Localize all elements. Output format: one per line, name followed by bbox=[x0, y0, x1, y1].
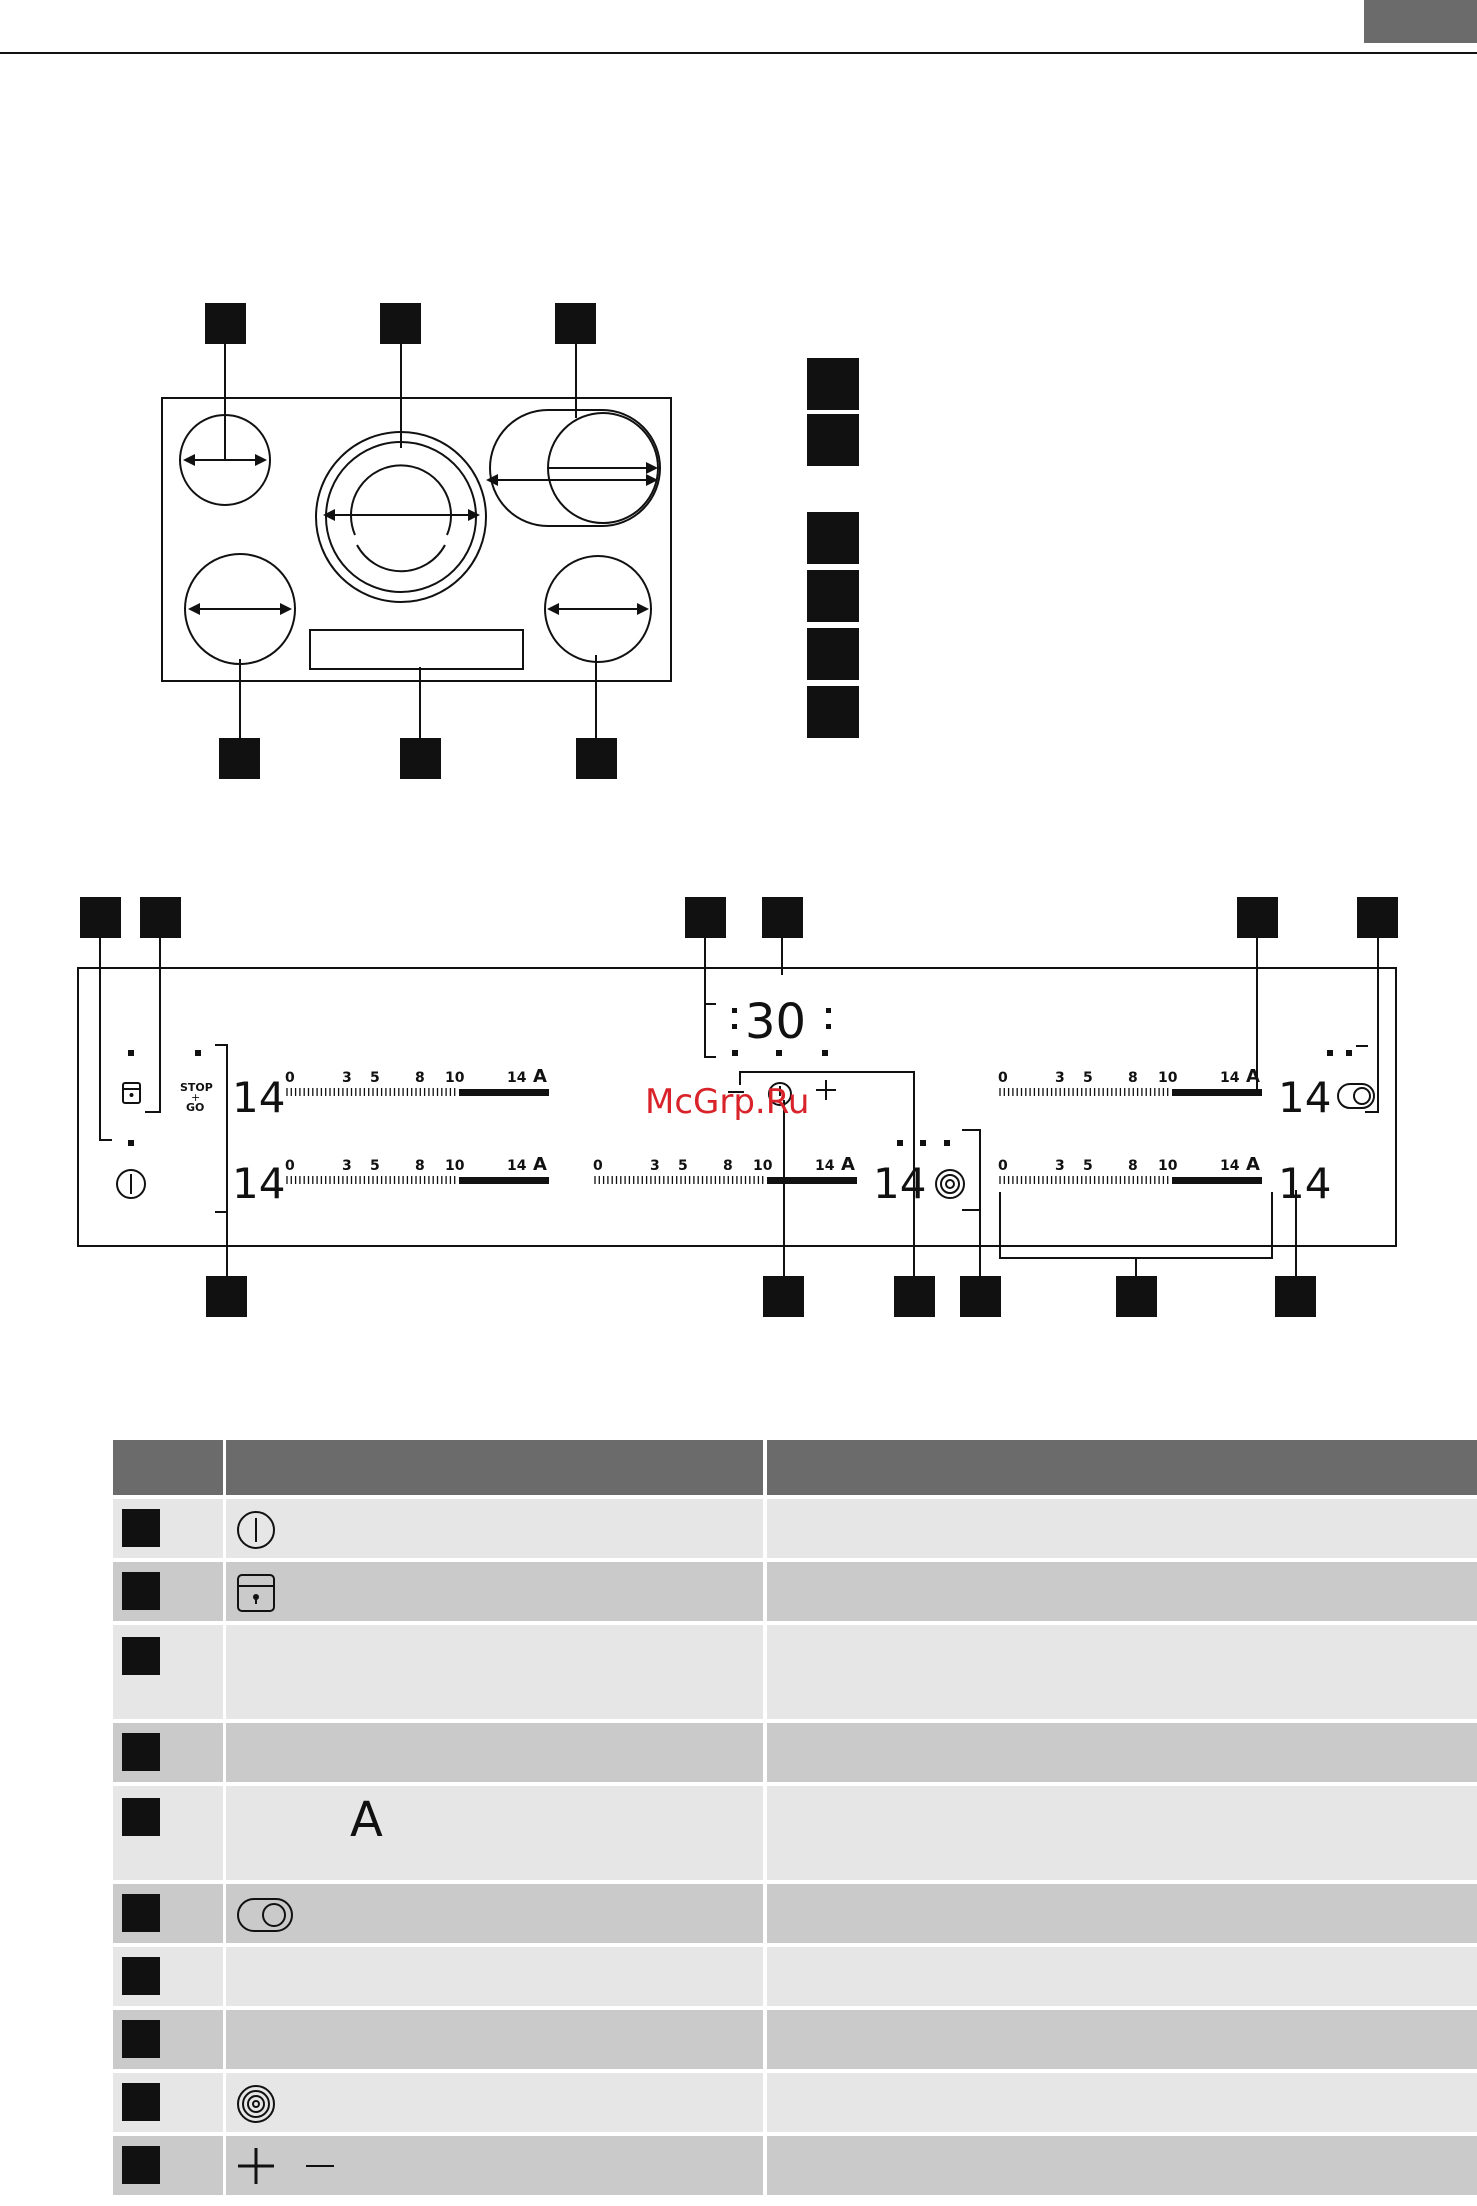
bridge-toggle-icon bbox=[1338, 1084, 1374, 1108]
slider-tick-label: 3 bbox=[342, 1070, 352, 1086]
table-row bbox=[113, 1786, 1477, 1880]
slider-tick-label: 3 bbox=[342, 1158, 352, 1174]
power-slider bbox=[998, 1066, 1262, 1096]
stop-plus-label: + bbox=[191, 1091, 201, 1104]
slider-tick-label: 10 bbox=[445, 1070, 465, 1086]
power-icon bbox=[117, 1170, 145, 1198]
slider-tick-label: 3 bbox=[1055, 1158, 1065, 1174]
callout-square bbox=[1357, 897, 1398, 938]
slider-tick-label: 8 bbox=[723, 1158, 733, 1174]
table-row bbox=[113, 1884, 1477, 1943]
callout-square bbox=[1237, 897, 1278, 938]
power-slider bbox=[285, 1154, 549, 1184]
plus-minus-icon bbox=[234, 2144, 344, 2188]
table-row bbox=[113, 1947, 1477, 2006]
slider-high-range-bar bbox=[459, 1177, 549, 1184]
row-number-square bbox=[122, 2083, 160, 2121]
slider-tick-label: 5 bbox=[1083, 1070, 1093, 1086]
slider-high-range-bar bbox=[1172, 1177, 1262, 1184]
slider-tick-label: 0 bbox=[593, 1158, 603, 1174]
slider-high-range-bar bbox=[459, 1089, 549, 1096]
zone-rings-icon bbox=[234, 2082, 278, 2126]
slider-tick-label: A bbox=[1246, 1154, 1260, 1175]
power-slider bbox=[285, 1066, 549, 1096]
slider-tick-label: 3 bbox=[1055, 1070, 1065, 1086]
slider-tick-label: 8 bbox=[415, 1070, 425, 1086]
power-slider bbox=[998, 1154, 1262, 1184]
table-row bbox=[113, 1625, 1477, 1719]
slider-tick-label: 10 bbox=[1158, 1158, 1178, 1174]
callout-square bbox=[960, 1276, 1001, 1317]
power-icon bbox=[234, 1508, 278, 1552]
slider-tick-label: 10 bbox=[753, 1158, 773, 1174]
slider-tick-label: 14 bbox=[815, 1158, 835, 1174]
callout-square bbox=[762, 897, 803, 938]
slider-tick-label: A bbox=[841, 1154, 855, 1175]
slider-tick-label: 10 bbox=[445, 1158, 465, 1174]
table-row bbox=[113, 1499, 1477, 1558]
row-number-square bbox=[122, 1957, 160, 1995]
callout-square bbox=[140, 897, 181, 938]
bridge-toggle-icon bbox=[234, 1893, 298, 1937]
slider-tick-label: 0 bbox=[285, 1158, 295, 1174]
watermark: McGrp.Ru bbox=[645, 1082, 810, 1122]
lock-icon bbox=[234, 1571, 278, 1615]
slider-tick-label: A bbox=[533, 1066, 547, 1087]
stop-label: STOP bbox=[180, 1081, 213, 1094]
row-number-square bbox=[122, 2146, 160, 2184]
slider-tick-label: 0 bbox=[285, 1070, 295, 1086]
slider-tick-label: 8 bbox=[1128, 1070, 1138, 1086]
callout-square bbox=[80, 897, 121, 938]
callout-square bbox=[685, 897, 726, 938]
auto-letter: A bbox=[350, 1792, 383, 1848]
callout-square bbox=[206, 1276, 247, 1317]
go-label: GO bbox=[186, 1101, 205, 1114]
row-number-square bbox=[122, 1733, 160, 1771]
slider-tick-label: 10 bbox=[1158, 1070, 1178, 1086]
row-number-square bbox=[122, 1509, 160, 1547]
table-row bbox=[113, 2136, 1477, 2195]
slider-high-range-bar bbox=[767, 1177, 857, 1184]
slider-tick-label: 5 bbox=[370, 1158, 380, 1174]
callout-square bbox=[894, 1276, 935, 1317]
power-display: 14 bbox=[232, 1159, 286, 1208]
timer-display: 30 bbox=[745, 994, 807, 1050]
callout-square bbox=[763, 1276, 804, 1317]
slider-tick-label: 5 bbox=[1083, 1158, 1093, 1174]
slider-tick-label: 8 bbox=[1128, 1158, 1138, 1174]
power-display: 14 bbox=[873, 1159, 927, 1208]
table-row bbox=[113, 2010, 1477, 2069]
row-number-square bbox=[122, 1637, 160, 1675]
slider-tick-label: 14 bbox=[1220, 1158, 1240, 1174]
slider-tick-label: 14 bbox=[507, 1070, 527, 1086]
table-header bbox=[113, 1440, 1477, 1495]
slider-tick-label: 3 bbox=[650, 1158, 660, 1174]
slider-tick-label: 0 bbox=[998, 1158, 1008, 1174]
slider-tick-label: 5 bbox=[370, 1070, 380, 1086]
slider-tick-label: 0 bbox=[998, 1070, 1008, 1086]
slider-tick-label: 8 bbox=[415, 1158, 425, 1174]
zone-rings-icon bbox=[936, 1170, 964, 1198]
lock-icon bbox=[123, 1083, 140, 1103]
table-row bbox=[113, 2073, 1477, 2132]
row-number-square bbox=[122, 2020, 160, 2058]
power-slider bbox=[593, 1154, 857, 1184]
row-number-square bbox=[122, 1572, 160, 1610]
power-display: 14 bbox=[1278, 1159, 1332, 1208]
power-display: 14 bbox=[232, 1073, 286, 1122]
slider-tick-label: A bbox=[1246, 1066, 1260, 1087]
slider-tick-label: A bbox=[533, 1154, 547, 1175]
slider-tick-label: 14 bbox=[507, 1158, 527, 1174]
callout-square bbox=[1116, 1276, 1157, 1317]
slider-high-range-bar bbox=[1172, 1089, 1262, 1096]
table-row bbox=[113, 1723, 1477, 1782]
callout-square bbox=[1275, 1276, 1316, 1317]
table-row bbox=[113, 1562, 1477, 1621]
slider-tick-label: 5 bbox=[678, 1158, 688, 1174]
power-display: 14 bbox=[1278, 1073, 1332, 1122]
row-number-square bbox=[122, 1798, 160, 1836]
row-number-square bbox=[122, 1894, 160, 1932]
slider-tick-label: 14 bbox=[1220, 1070, 1240, 1086]
